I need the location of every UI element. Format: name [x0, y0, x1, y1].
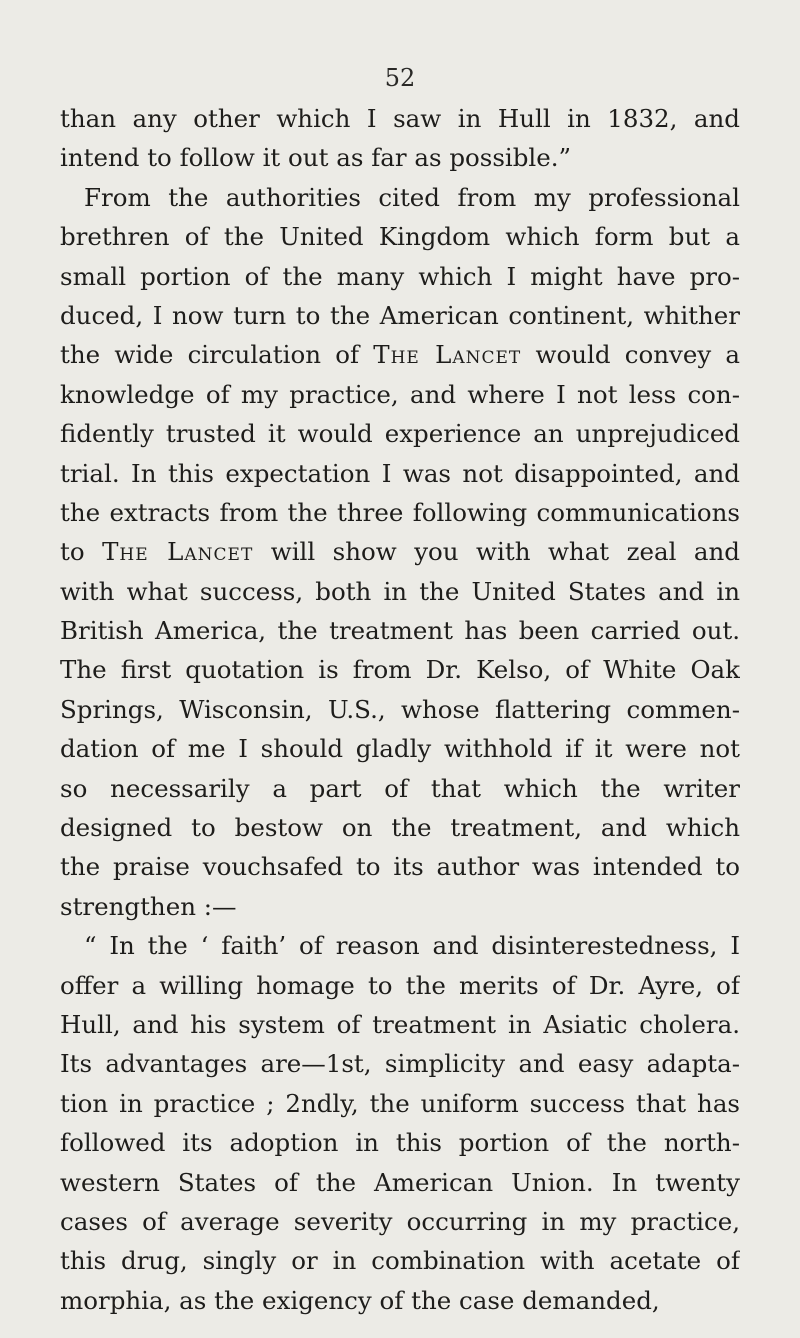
text-line: tion in practice ; 2ndly, the uniform success that has	[60, 1088, 740, 1118]
text-line: this drug, singly or in combination with acetate of	[60, 1246, 740, 1276]
text-line: knowledge of my practice, and where I not less con-	[60, 379, 740, 409]
journal-title: The Lancet	[373, 340, 522, 370]
journal-title: The Lancet	[102, 537, 254, 567]
text-line: The first quotation is from Dr. Kelso, of White Oak	[60, 655, 740, 685]
text-line: Springs, Wisconsin, U.S., whose flattering commen-	[60, 694, 740, 724]
paragraph-2	[60, 178, 740, 926]
text-line: “ In the ‘ faith’ of reason and disinterestedness, I	[84, 931, 740, 961]
text-line: dation of me I should gladly withhold if it were not	[60, 734, 740, 764]
text-line: brethren of the United Kingdom which form but a	[60, 222, 740, 252]
text-line: Hull, and his system of treatment in Asiatic cholera.	[60, 1009, 740, 1039]
text-line: designed to bestow on the treatment, and which	[60, 813, 740, 843]
text-line: than any other which I saw in Hull in 1832, and	[60, 104, 740, 133]
text-line: intend to follow it out as far as possible.”	[60, 143, 572, 173]
text-line: the extracts from the three following communications	[60, 497, 740, 527]
text-line: with what success, both in the United States and in	[60, 576, 740, 606]
text-line: duced, I now turn to the American continent, whither	[60, 300, 740, 330]
text-line: the praise vouchsafed to its author was intended to	[60, 852, 740, 882]
page-number: 52	[384, 64, 416, 92]
text-line: so necessarily a part of that which the writer	[60, 773, 740, 803]
text-line: fidently trusted it would experience an unprejudiced	[60, 419, 740, 449]
text-line: cases of average severity occurring in my practice,	[60, 1206, 740, 1236]
text-line: From the authorities cited from my professional	[84, 182, 740, 212]
text-line: western States of the American Union. In twenty	[60, 1167, 740, 1197]
text-line: strengthen :—	[60, 891, 237, 921]
body-text	[60, 99, 740, 1320]
text-line: Its advantages are—1st, simplicity and easy adapta-	[60, 1049, 740, 1079]
text-line: small portion of the many which I might have pro-	[60, 261, 740, 291]
paragraph-3	[60, 926, 740, 1320]
text-line: morphia, as the exigency of the case demanded,	[60, 1285, 660, 1315]
text-line: British America, the treatment has been carried out.	[60, 616, 740, 646]
text-line: offer a willing homage to the merits of Dr. Ayre, of	[60, 970, 740, 1000]
text-line: to The Lancet will show you with what zeal and	[60, 537, 740, 567]
text-line: trial. In this expectation I was not disappointed, and	[60, 458, 740, 488]
paragraph-1	[60, 99, 740, 178]
text-line: the wide circulation of The Lancet would convey a	[60, 340, 740, 370]
text-line: followed its adoption in this portion of the north-	[60, 1128, 740, 1158]
